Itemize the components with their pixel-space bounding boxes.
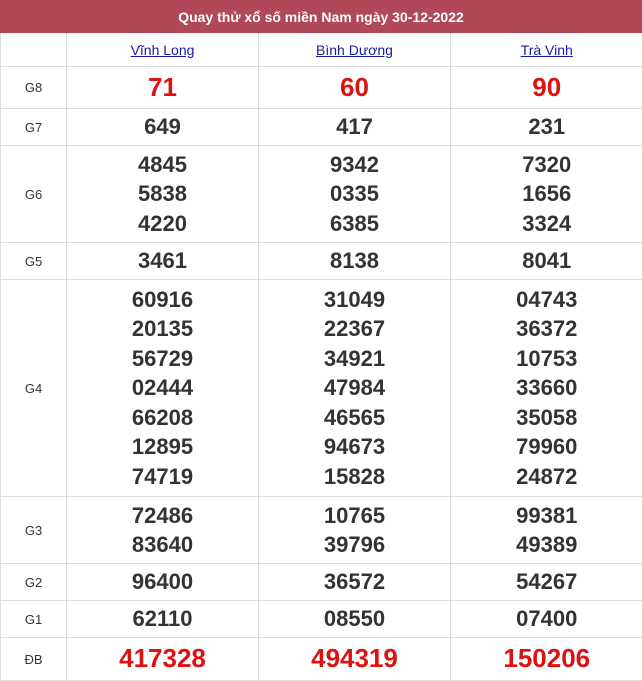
prize-number: 20135 xyxy=(67,314,258,344)
prize-number: 04743 xyxy=(451,285,642,315)
prize-row xyxy=(1,638,642,681)
prize-label: G6 xyxy=(1,146,67,243)
prize-number: 22367 xyxy=(259,314,450,344)
prize-number: 494319 xyxy=(259,644,450,674)
prize-cell xyxy=(451,243,642,280)
prize-number: 1656 xyxy=(451,179,642,209)
prize-number: 74719 xyxy=(67,462,258,492)
prize-cell xyxy=(259,497,451,564)
prize-cell xyxy=(67,109,259,146)
prize-number: 15828 xyxy=(259,462,450,492)
results-table xyxy=(0,33,642,681)
prize-number: 34921 xyxy=(259,344,450,374)
province-header-3 xyxy=(451,33,642,67)
prize-number: 35058 xyxy=(451,403,642,433)
province-link-tra-vinh[interactable]: Trà Vinh xyxy=(521,42,573,58)
prize-number: 79960 xyxy=(451,432,642,462)
prize-label: G2 xyxy=(1,564,67,601)
prize-cell xyxy=(259,146,451,243)
prize-cell xyxy=(259,67,451,109)
province-header-1 xyxy=(67,33,259,67)
prize-cell xyxy=(67,601,259,638)
prize-number: 8138 xyxy=(259,246,450,276)
province-link-binh-duong[interactable]: Bình Dương xyxy=(316,42,393,58)
prize-number: 07400 xyxy=(451,604,642,634)
prize-cell xyxy=(451,67,642,109)
prize-number: 99381 xyxy=(451,501,642,531)
prize-label: G7 xyxy=(1,109,67,146)
prize-cell xyxy=(259,109,451,146)
page-title: Quay thử xổ số miền Nam ngày 30-12-2022 xyxy=(0,0,642,33)
province-header-2 xyxy=(259,33,451,67)
prize-number: 417328 xyxy=(67,644,258,674)
prize-row xyxy=(1,564,642,601)
prize-cell xyxy=(259,280,451,497)
prize-row xyxy=(1,280,642,497)
prize-row xyxy=(1,497,642,564)
prize-number: 12895 xyxy=(67,432,258,462)
prize-number: 47984 xyxy=(259,373,450,403)
prize-number: 46565 xyxy=(259,403,450,433)
prize-label: G1 xyxy=(1,601,67,638)
prize-number: 56729 xyxy=(67,344,258,374)
prize-label: G3 xyxy=(1,497,67,564)
prize-cell xyxy=(451,638,642,681)
prize-number: 60916 xyxy=(67,285,258,315)
prize-number: 94673 xyxy=(259,432,450,462)
prize-row xyxy=(1,243,642,280)
prize-number: 4220 xyxy=(67,209,258,239)
prize-row xyxy=(1,146,642,243)
prize-label: G8 xyxy=(1,67,67,109)
prize-cell xyxy=(67,638,259,681)
prize-number: 49389 xyxy=(451,530,642,560)
prize-cell xyxy=(67,280,259,497)
prize-number: 649 xyxy=(67,112,258,142)
prize-number: 231 xyxy=(451,112,642,142)
prize-cell xyxy=(451,564,642,601)
prize-number: 54267 xyxy=(451,567,642,597)
prize-cell xyxy=(451,497,642,564)
prize-number: 66208 xyxy=(67,403,258,433)
prize-number: 33660 xyxy=(451,373,642,403)
prize-number: 72486 xyxy=(67,501,258,531)
prize-number: 83640 xyxy=(67,530,258,560)
province-header-row xyxy=(1,33,642,67)
prize-number: 36372 xyxy=(451,314,642,344)
prize-number: 7320 xyxy=(451,150,642,180)
prize-cell xyxy=(259,243,451,280)
prize-cell xyxy=(451,109,642,146)
prize-cell xyxy=(67,497,259,564)
prize-number: 62110 xyxy=(67,604,258,634)
prize-label: G5 xyxy=(1,243,67,280)
prize-label: ĐB xyxy=(1,638,67,681)
prize-cell xyxy=(67,146,259,243)
prize-number: 31049 xyxy=(259,285,450,315)
prize-row xyxy=(1,109,642,146)
prize-number: 02444 xyxy=(67,373,258,403)
corner-cell xyxy=(1,33,67,67)
prize-number: 417 xyxy=(259,112,450,142)
prize-number: 08550 xyxy=(259,604,450,634)
prize-cell xyxy=(451,280,642,497)
prize-number: 96400 xyxy=(67,567,258,597)
prize-cell xyxy=(259,638,451,681)
prize-cell xyxy=(451,146,642,243)
prize-cell xyxy=(259,564,451,601)
prize-row xyxy=(1,67,642,109)
prize-cell xyxy=(451,601,642,638)
prize-number: 0335 xyxy=(259,179,450,209)
prize-number: 39796 xyxy=(259,530,450,560)
prize-number: 3461 xyxy=(67,246,258,276)
prize-cell xyxy=(67,243,259,280)
prize-number: 60 xyxy=(259,73,450,103)
prize-number: 9342 xyxy=(259,150,450,180)
prize-number: 6385 xyxy=(259,209,450,239)
prize-number: 3324 xyxy=(451,209,642,239)
prize-number: 4845 xyxy=(67,150,258,180)
prize-number: 8041 xyxy=(451,246,642,276)
prize-number: 90 xyxy=(451,73,642,103)
prize-cell xyxy=(259,601,451,638)
province-link-vinh-long[interactable]: Vĩnh Long xyxy=(131,42,195,58)
prize-label: G4 xyxy=(1,280,67,497)
prize-number: 71 xyxy=(67,73,258,103)
prize-cell xyxy=(67,67,259,109)
prize-number: 10765 xyxy=(259,501,450,531)
prize-row xyxy=(1,601,642,638)
prize-number: 24872 xyxy=(451,462,642,492)
prize-number: 36572 xyxy=(259,567,450,597)
prize-number: 5838 xyxy=(67,179,258,209)
prize-number: 10753 xyxy=(451,344,642,374)
prize-number: 150206 xyxy=(451,644,642,674)
prize-cell xyxy=(67,564,259,601)
